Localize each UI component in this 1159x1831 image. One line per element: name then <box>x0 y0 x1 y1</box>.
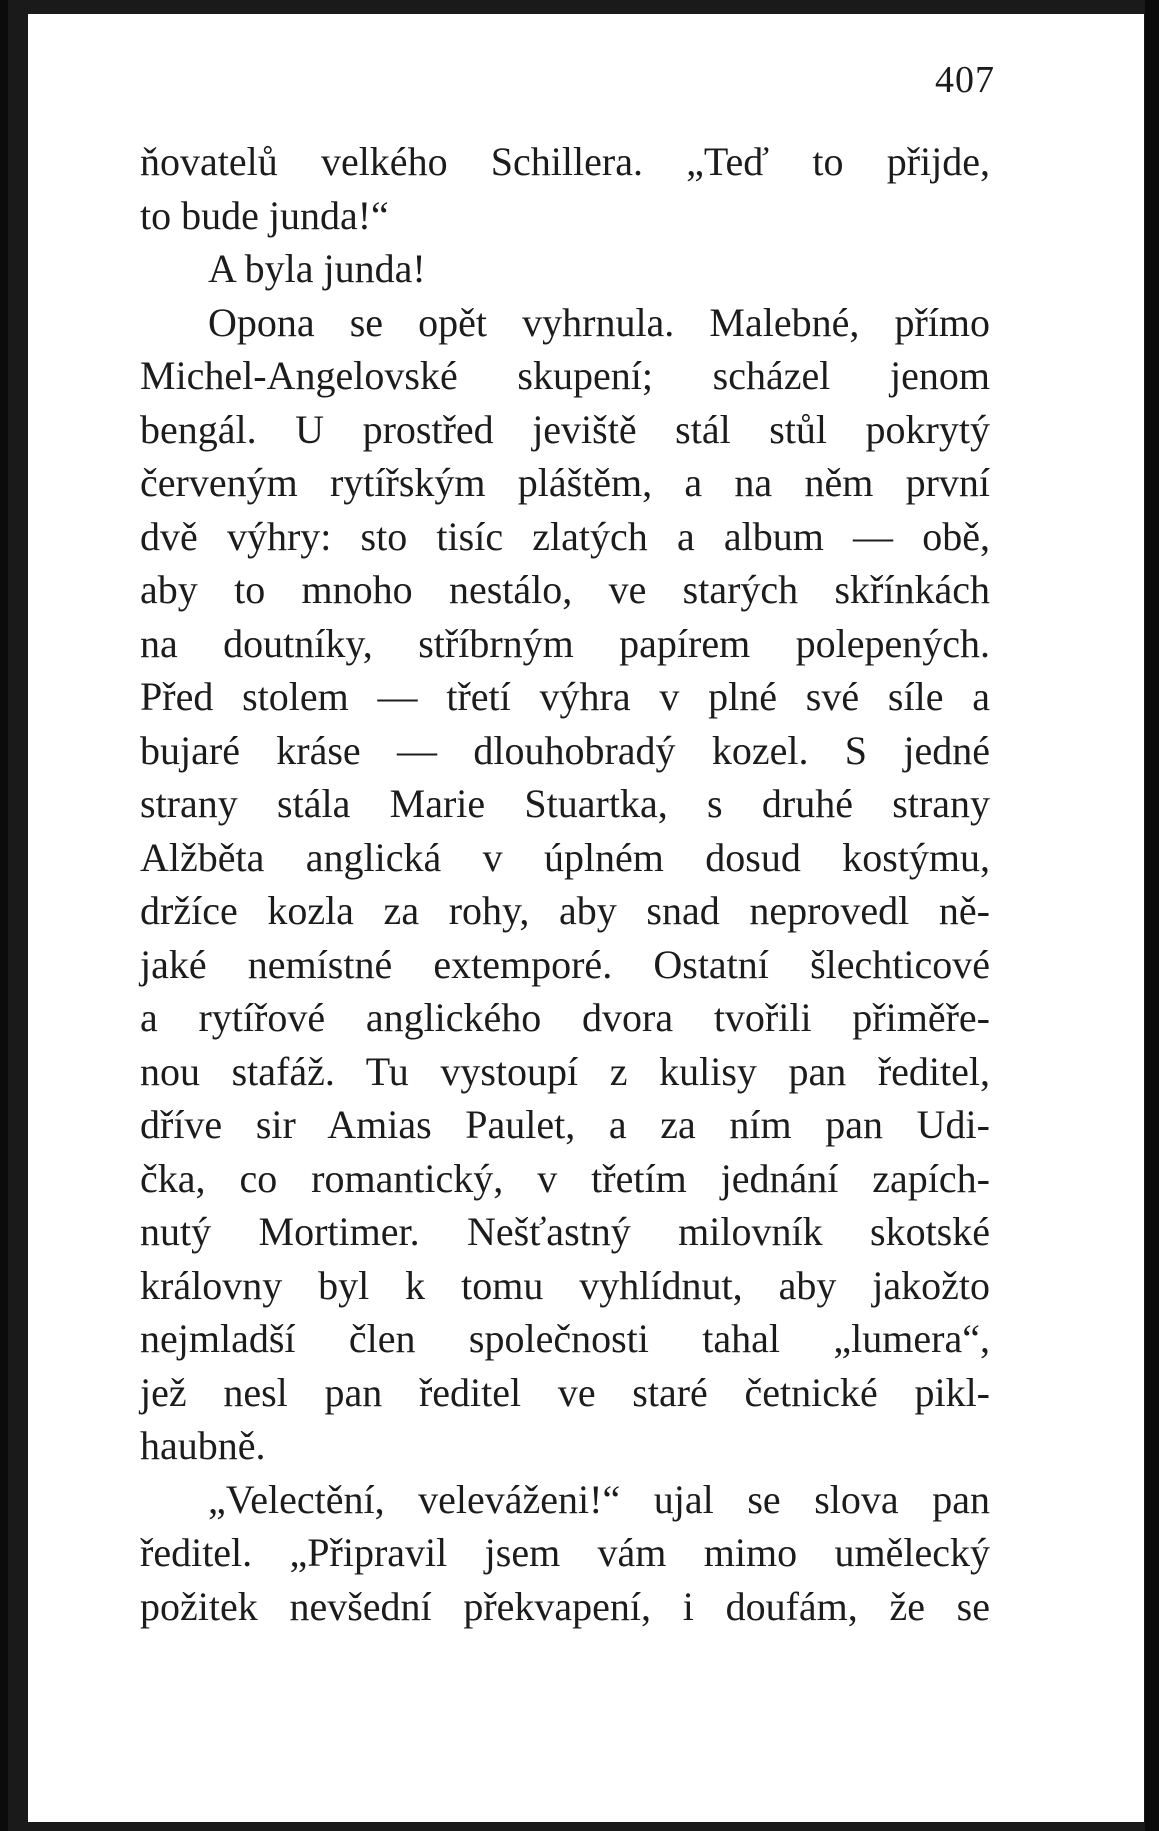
text-line: královny byl k tomu vyhlídnut, aby jakožto <box>140 1262 990 1308</box>
text-line: Před stolem — třetí výhra v plné své síle a <box>140 674 990 719</box>
text-line: nou stafáž. Tu vystoupí z kulisy pan ředitel, <box>140 1048 990 1094</box>
text-line: držíce kozla za rohy, aby snad neprovedl ně- <box>140 888 990 933</box>
scan-left-edge <box>0 0 8 1831</box>
text-line: Alžběta anglická v úplném dosud kostýmu, <box>140 834 990 880</box>
scan-right-edge <box>1145 0 1159 1831</box>
text-line: ňovatelů velkého Schillera. „Teď to přijde, <box>140 139 990 184</box>
text-line: bengál. U prostřed jeviště stál stůl pokrytý <box>140 406 990 452</box>
text-line: nejmladší člen společnosti tahal „lumera“, <box>140 1316 990 1361</box>
text-line: strany stála Marie Stuartka, s druhé strany <box>140 781 990 826</box>
text-line: jež nesl pan ředitel ve staré četnické pikl- <box>140 1369 990 1415</box>
text-line: a rytířové anglického dvora tvořili přiměře- <box>140 995 990 1040</box>
text-line: A byla junda! <box>208 246 426 291</box>
text-line: čka, co romantický, v třetím jednání zapích- <box>140 1155 990 1201</box>
text-line: to bude junda!“ <box>140 192 389 238</box>
page-number: 407 <box>935 59 995 101</box>
text-line: haubně. <box>140 1423 266 1468</box>
body-text <box>140 135 990 1633</box>
text-line: dvě výhry: sto tisíc zlatých a album — obě, <box>140 513 990 559</box>
text-line: dříve sir Amias Paulet, a za ním pan Udi- <box>140 1102 990 1147</box>
text-line: aby to mnoho nestálo, ve starých skřínkách <box>140 567 990 612</box>
text-line: ředitel. „Připravil jsem vám mimo umělecký <box>140 1530 990 1575</box>
text-line: bujaré kráse — dlouhobradý kozel. S jedné <box>140 727 990 773</box>
text-line: nutý Mortimer. Nešťastný milovník skotské <box>140 1209 990 1254</box>
text-line: Michel-Angelovské skupení; scházel jenom <box>140 353 990 398</box>
text-line: Opona se opět vyhrnula. Malebné, přímo <box>208 299 990 345</box>
text-line: na doutníky, stříbrným papírem polepených. <box>140 620 990 666</box>
text-line: požitek nevšední překvapení, i doufám, že se <box>140 1583 990 1629</box>
text-line: jaké nemístné extemporé. Ostatní šlechticové <box>140 941 990 987</box>
text-line: „Velectění, veleváženi!“ ujal se slova pan <box>208 1476 990 1522</box>
text-line: červeným rytířským pláštěm, a na něm první <box>140 460 990 505</box>
